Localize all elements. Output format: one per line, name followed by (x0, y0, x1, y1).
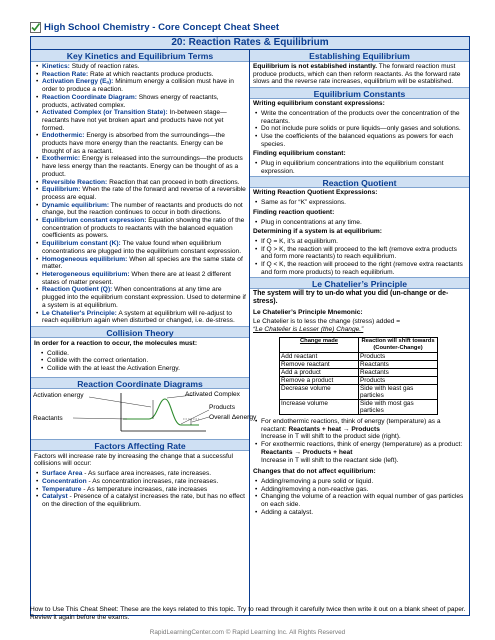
endothermic-equation: Reactants + heat → Products (288, 425, 380, 433)
constants-list-2 (250, 159, 469, 176)
table-row (280, 360, 438, 368)
no-effect-title: Changes that do not affect equilibrium: (253, 468, 376, 476)
no-effect-item: • Adding a catalyst. (253, 509, 466, 517)
term-item-term: Exothermic: (42, 155, 81, 163)
term-item-term: Activated Complex (or Transition State): (42, 109, 168, 117)
collision-list (31, 349, 249, 374)
table-cell-shift: Products (359, 376, 438, 384)
factor-item (34, 493, 246, 508)
no-effect-item: • Changing the volume of a reaction with equal number of gas particles on each side. (253, 493, 466, 508)
products-leader-line (181, 410, 209, 424)
label-activation-energy: Activation energy (33, 391, 84, 399)
section-heading-collision: Collision Theory (31, 326, 249, 338)
factor-item-term: Temperature (42, 485, 82, 493)
section-heading-kinetics: Key Kinetics and Equilibrium Terms (31, 50, 249, 62)
term-item-def: Energy is released into the surroundings—the products have less energy than the reactants. Energy can be thought of as a product. (42, 155, 243, 178)
term-item-def: Reaction that can proceed in both directions. (107, 178, 240, 186)
section-heading-rcd: Reaction Coordinate Diagrams (31, 377, 249, 389)
term-item-term: Reaction Quotient (Q): (42, 286, 113, 294)
energy-curve (123, 399, 199, 425)
term-item-def: The value found when equilibrium concentrations are plugged into the equilibrium constant expression. (42, 240, 242, 255)
endothermic-item (253, 418, 466, 441)
quotient-list-1 (250, 198, 469, 208)
term-item (34, 132, 246, 155)
term-item (34, 186, 246, 201)
how-to-use-note: How to Use This Cheat Sheet: These are the keys related to this topic. Try to read through it carefully twice then write it out on a blank sheet of paper. Review it again before the exams. (30, 606, 466, 621)
no-effect-list (250, 477, 469, 518)
table-header-change: Change made (280, 337, 359, 352)
exothermic-text: For exothermic reactions, think of energy (temperature) as a product: (261, 441, 463, 449)
mnemonic-title: Le Chatelier’s Principle Mnemonic: (253, 308, 363, 316)
table-cell-shift: Products (359, 352, 438, 360)
term-item (34, 286, 246, 309)
mnemonic-text: Le Chatelier is to less the change (stress) added = (253, 317, 401, 325)
header (30, 20, 470, 34)
term-item-def: When there are at least 2 different states of matter present. (42, 270, 231, 286)
table-cell-shift: Reactants (359, 368, 438, 376)
collision-item: • Collide with the at least the Activation Energy. (39, 365, 246, 373)
establishing-body: The forward reaction must produce products, which can then reform reactants. As the forward rate slows and the reverse rate increases, equilibrium will be established. (253, 63, 461, 86)
le-chatelier-table (279, 337, 438, 415)
constants-subheading-2: Finding equilibrium constant: (253, 150, 346, 158)
term-item (34, 217, 246, 240)
constant-item: • Use the coefficients of the balanced equations as powers for each species. (253, 133, 466, 148)
label-reactants: Reactants (33, 414, 63, 422)
le-chatelier-statement: The system will try to un-do what you did (un-change or de-stress). (253, 290, 449, 306)
exothermic-shift: Increase in T will shift to the reactant side (left). (261, 456, 399, 464)
term-item (34, 271, 246, 286)
factor-item-term: Concentration (42, 477, 87, 485)
quotient-item: • If Q < K, the reaction will proceed to the right (remove extra reactants and form more products) to reach equilibrium. (253, 261, 466, 276)
table-header-shift: Reaction will shift towards (Counter-Change) (359, 337, 438, 352)
activation-leader-line (89, 397, 151, 407)
constants-list (250, 109, 469, 150)
term-item-def: Minimum energy a collision must have in order to produce a reaction. (42, 78, 234, 94)
term-item-def: Rate at which reactants produce products. (88, 70, 214, 78)
section-heading-establishing: Establishing Equilibrium (250, 50, 469, 62)
endothermic-shift: Increase in T will shift to the product side (right). (261, 433, 401, 441)
term-item (34, 63, 246, 71)
table-cell-change: Remove a product (280, 376, 359, 384)
term-item (34, 179, 246, 187)
endothermic-text: For endothermic reactions, think of energy (temperature) as a reactant: (261, 417, 441, 433)
reaction-coordinate-diagram (31, 389, 257, 439)
table-row (280, 368, 438, 376)
table-header-row (280, 337, 438, 352)
columns (30, 50, 470, 616)
reactants-leader-line (73, 418, 127, 419)
term-item-def: When concentrations at any time are plugged into the equilibrium constant expression. Used to determine if a system is at equilibrium. (42, 286, 246, 309)
term-item-term: Dynamic equilibrium: (42, 201, 110, 209)
quotient-subheading-3: Determining if a system is at equilibrium: (253, 228, 382, 236)
no-effect-item: • Adding/removing a pure solid or liquid. (253, 478, 466, 486)
quotient-item: • If Q = K, it’s at equilibrium. (253, 238, 466, 246)
table-cell-change: Remove reactant (280, 360, 359, 368)
table-cell-shift: Side with most gas particles (359, 399, 438, 414)
quotient-item: • Same as for “K” expressions. (253, 199, 466, 207)
section-heading-le-chatelier: Le Chatelier’s Principle (250, 277, 469, 289)
term-item-term: Reversible Reaction: (42, 178, 108, 186)
term-item-def: Shows energy of reactants, products, activated complex. (42, 93, 219, 109)
factor-item (34, 470, 246, 478)
table-cell-change: Add a product (280, 368, 359, 376)
term-item-def: A system at equilibrium will re-adjust to reach equilibrium again when disturbed or changed, i.e. de-stress. (42, 309, 235, 325)
overall-leader-line (192, 417, 209, 422)
table-row (280, 352, 438, 360)
quotient-subheading-2: Finding reaction quotient: (253, 208, 335, 216)
table-cell-change: Increase volume (280, 399, 359, 414)
establishing-bold: Equilibrium is not established instantly. (253, 63, 378, 70)
term-item-term: Le Chatelier's Principle: (42, 309, 117, 317)
label-activated-complex: Activated Complex (185, 390, 240, 398)
label-products: Products (209, 403, 236, 411)
table-cell-change: Add reactant (280, 352, 359, 360)
collision-intro: In order for a reaction to occur, the molecules must: (34, 339, 198, 347)
term-item (34, 202, 246, 217)
table-cell-shift: Side with least gas particles (359, 384, 438, 399)
constant-item: • Write the concentration of the products over the concentration of the reactants. (253, 110, 466, 125)
mnemonic-quote: “Le Chatelier is Lesser (the) Change.” (253, 326, 364, 334)
constant-item: • Do not include pure solids or pure liquids—only gases and solutions. (253, 125, 466, 133)
no-effect-item: • Adding/removing a non-reactive gas. (253, 486, 466, 494)
table-cell-shift: Reactants (359, 360, 438, 368)
term-item (34, 310, 246, 325)
term-item-def: Energy is absorbed from the surroundings—the products have more energy than the reactants. Energy can be thought of as a reactant. (42, 132, 225, 155)
factor-item-term: Catalyst (42, 493, 68, 501)
term-item-term: Equilibrium: (42, 186, 81, 194)
table-row (280, 384, 438, 399)
term-item-term: Kinetics: (42, 63, 70, 70)
left-column (31, 50, 257, 615)
term-item-def: In-between stage—reactants have not yet broken apart and products have not yet formed. (42, 109, 227, 132)
page-title: High School Chemistry - Core Concept Cheat Sheet (44, 21, 280, 33)
factor-item-def: - As surface area increases, rate increases. (82, 470, 212, 478)
term-item-def: When the rate of the forward and reverse of a reversible process are equal. (42, 186, 246, 201)
temperature-effects-list (250, 417, 469, 465)
term-item-term: Endothermic: (42, 132, 85, 140)
exothermic-equation: Reactants → Products + heat (261, 448, 353, 456)
term-item-term: Equilibrium constant expression: (42, 217, 147, 225)
term-item (34, 109, 246, 132)
table-row (280, 376, 438, 384)
term-item (34, 94, 246, 109)
term-item (34, 155, 246, 178)
section-heading-factors: Factors Affecting Rate (31, 439, 249, 451)
term-item (34, 78, 246, 93)
term-item (34, 256, 246, 271)
factors-intro: Factors will increase rate by increasing the change that a successful collisions will occur: (34, 452, 234, 468)
term-item (34, 71, 246, 79)
factor-item-def: - As concentration increases, rate increases. (86, 477, 219, 485)
right-column (250, 50, 469, 615)
copyright: RapidLearningCenter.com © Rapid Learning Inc. All Rights Reserved (149, 629, 346, 636)
section-heading-constants: Equilibrium Constants (250, 87, 469, 99)
term-item (34, 240, 246, 255)
term-item-term: Reaction Rate: (42, 70, 89, 78)
topic-title: 20: Reaction Rates & Equilibrium (30, 36, 470, 50)
constant-item: • Plug in equilibrium concentrations into the equilibrium constant expression. (253, 160, 466, 175)
factor-item-def: - Presence of a catalyst increases the rate, but has no effect on the direction of the equilibrium. (42, 493, 245, 508)
label-overall-energy: Overall Δenergy (209, 413, 257, 421)
term-item-term: Reaction Coordinate Diagram: (42, 93, 137, 101)
term-item-term: Activation Energy (Eₐ): (42, 78, 114, 86)
cheat-sheet (30, 20, 470, 616)
quotient-list-2 (250, 218, 469, 228)
term-item-def: When all species are the same state of matter. (42, 255, 243, 271)
quotient-item: • If Q > K, the reaction will proceed to the left (remove extra products and form more reactants) to reach equilibrium. (253, 246, 466, 261)
term-item-def: The number of reactants and products do not change, but the reaction continues to occur in both directions. (42, 201, 243, 217)
term-item-term: Equilibrium constant (K): (42, 240, 121, 248)
quotient-list-3 (250, 237, 469, 278)
kinetics-terms-list (31, 62, 249, 326)
factor-item-def: - As temperature increases, rate increases (81, 485, 208, 493)
checkmark-logo-icon (30, 22, 41, 33)
term-item-def: Study of reaction rates. (69, 63, 140, 70)
factors-list (31, 469, 249, 510)
factor-item (34, 478, 246, 486)
collision-item: • Collide. (39, 350, 246, 358)
constants-subheading-1: Writing equilibrium constant expressions: (253, 100, 385, 108)
term-item-term: Homogeneous equilibrium: (42, 255, 128, 263)
term-item-term: Heterogeneous equilibrium: (42, 270, 130, 278)
factor-item-term: Surface Area (42, 470, 83, 478)
exothermic-item (253, 441, 466, 464)
table-row (280, 399, 438, 414)
factor-item (34, 486, 246, 494)
establishing-text (250, 62, 469, 87)
collision-item: • Collide with the correct orientation. (39, 357, 246, 365)
quotient-item: • Plug in concentrations at any time. (253, 219, 466, 227)
section-heading-quotient: Reaction Quotient (250, 176, 469, 188)
table-cell-change: Decrease volume (280, 384, 359, 399)
term-item-def: Equation showing the ratio of the concentration of products to reactants with the balanced equation coefficients as powers. (42, 217, 245, 240)
quotient-subheading-1: Writing Reaction Quotient Expressions: (253, 189, 378, 197)
